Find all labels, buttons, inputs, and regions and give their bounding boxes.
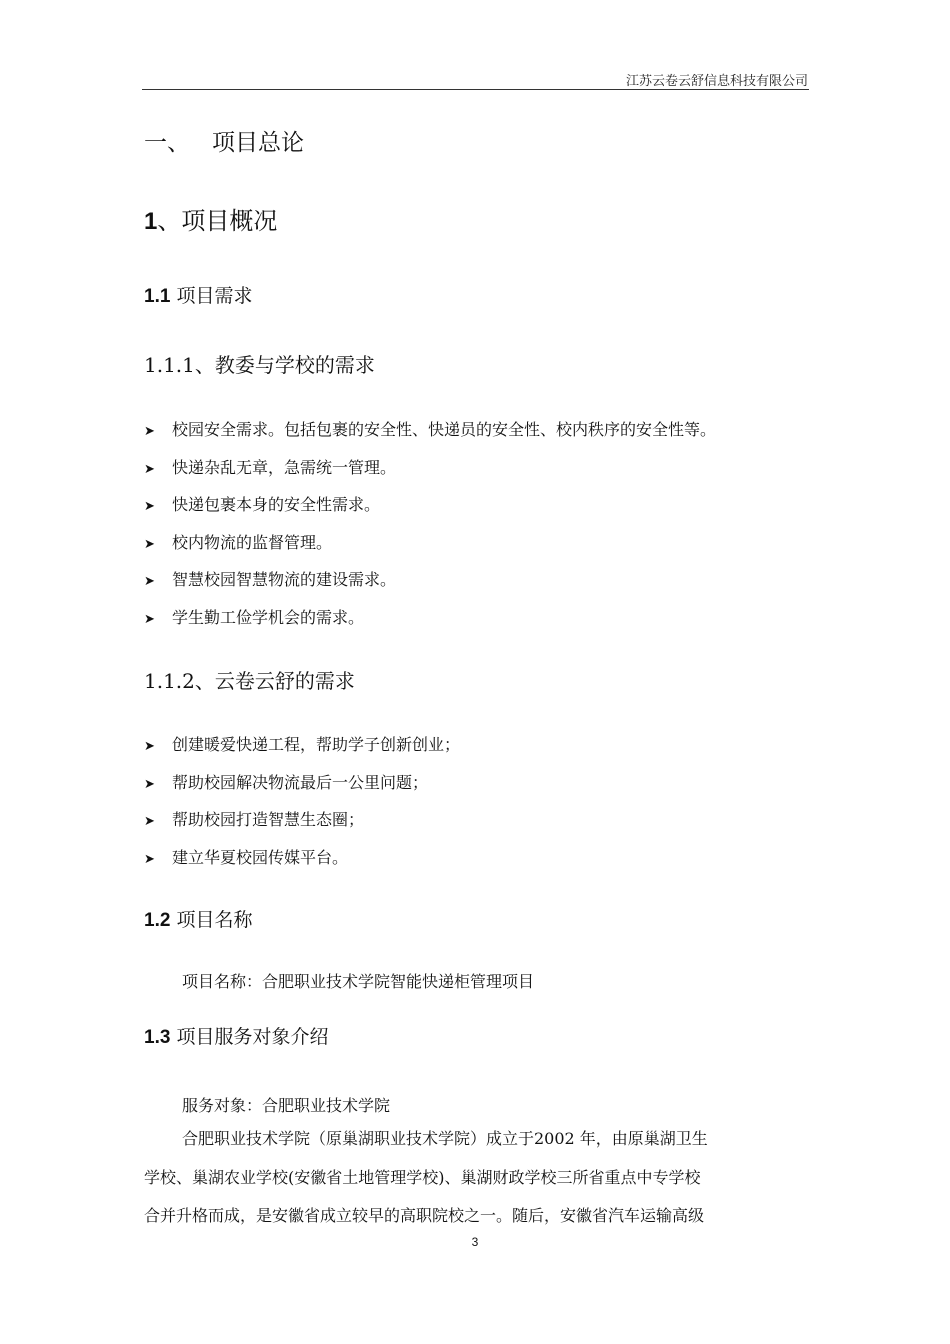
college-intro-paragraph: [144, 1124, 812, 1240]
subsection-heading-1-2: [144, 905, 252, 932]
list-item-text: 帮助校园打造智慧生态圈；: [172, 810, 365, 829]
subsection-number: 1.3: [144, 1027, 171, 1048]
list-item-text: 建立华夏校园传媒平台。: [172, 847, 349, 867]
list-item-text: 快递包裹本身的安全性需求。: [172, 495, 381, 514]
section-heading-title: 、项目概况: [157, 207, 278, 235]
subsection-title: 项目需求: [170, 285, 253, 307]
arrow-bullet-icon: ➤: [144, 814, 155, 829]
arrow-bullet-icon: ➤: [144, 574, 155, 589]
list-item: [144, 726, 460, 764]
paragraph-line: 合肥职业技术学院（原巢湖职业技术学院）成立于2002 年，由原巢湖卫生: [182, 1129, 708, 1148]
list-item: [144, 599, 716, 637]
paragraph-line: 合并升格而成，是安徽省成立较早的高职院校之一。随后，安徽省汽车运输高级: [144, 1206, 705, 1225]
list-item-text: 校园安全需求。包括包裹的安全性、快递员的安全性、校内秩序的安全性等。: [172, 420, 717, 439]
list-item: [144, 561, 716, 599]
paragraph-line: 学校、巢湖农业学校(安徽省土地管理学校)、巢湖财政学校三所省重点中专学校: [144, 1167, 701, 1187]
arrow-bullet-icon: ➤: [144, 536, 155, 552]
arrow-bullet-icon: ➤: [144, 424, 155, 439]
project-name-paragraph: 项目名称：合肥职业技术学院智能快递柜管理项目: [182, 972, 535, 991]
list-item: [144, 486, 716, 524]
part-heading-title: 项目总论: [212, 130, 304, 156]
arrow-bullet-icon: ➤: [144, 461, 155, 477]
list-item-text: 学生勤工俭学机会的需求。: [172, 607, 365, 627]
subsection-title: 项目名称: [170, 909, 253, 931]
list-item-text: 帮助校园解决物流最后一公里问题；: [172, 772, 429, 792]
list-item: [144, 449, 716, 487]
subsection-heading-1-1: [144, 281, 252, 308]
subsubsection-heading-1-1-1: 1.1.1、教委与学校的需求: [144, 353, 375, 377]
school-needs-list: [144, 411, 716, 636]
arrow-bullet-icon: ➤: [144, 851, 155, 867]
list-item-text: 智慧校园智慧物流的建设需求。: [172, 570, 397, 589]
list-item-text: 快递杂乱无章，急需统一管理。: [172, 457, 397, 477]
arrow-bullet-icon: ➤: [144, 739, 155, 754]
subsection-heading-1-3: [144, 1022, 328, 1049]
page-number: 3: [471, 1235, 479, 1249]
section-heading-number: 1: [144, 208, 158, 235]
arrow-bullet-icon: ➤: [144, 611, 155, 627]
list-item: [144, 801, 460, 839]
arrow-bullet-icon: ➤: [144, 499, 155, 514]
subsection-number: 1.1: [144, 286, 171, 307]
list-item: [144, 764, 460, 802]
part-heading-number: 一、: [144, 130, 190, 156]
subsection-title: 项目服务对象介绍: [170, 1026, 329, 1048]
subsection-number: 1.2: [144, 910, 171, 931]
list-item-text: 校内物流的监督管理。: [172, 532, 333, 552]
subsubsection-heading-1-1-2: 1.1.2、云卷云舒的需求: [144, 669, 355, 693]
header-company-name: 江苏云卷云舒信息科技有限公司: [625, 74, 808, 89]
header-divider: [142, 89, 809, 90]
service-target-paragraph: 服务对象：合肥职业技术学院: [182, 1096, 391, 1115]
list-item-text: 创建暖爱快递工程，帮助学子创新创业；: [172, 735, 461, 754]
part-heading: [144, 124, 304, 157]
list-item: [144, 411, 716, 449]
company-needs-list: [144, 726, 460, 876]
list-item: [144, 524, 716, 562]
arrow-bullet-icon: ➤: [144, 776, 155, 792]
section-heading-1: [144, 201, 277, 236]
list-item: [144, 839, 460, 877]
